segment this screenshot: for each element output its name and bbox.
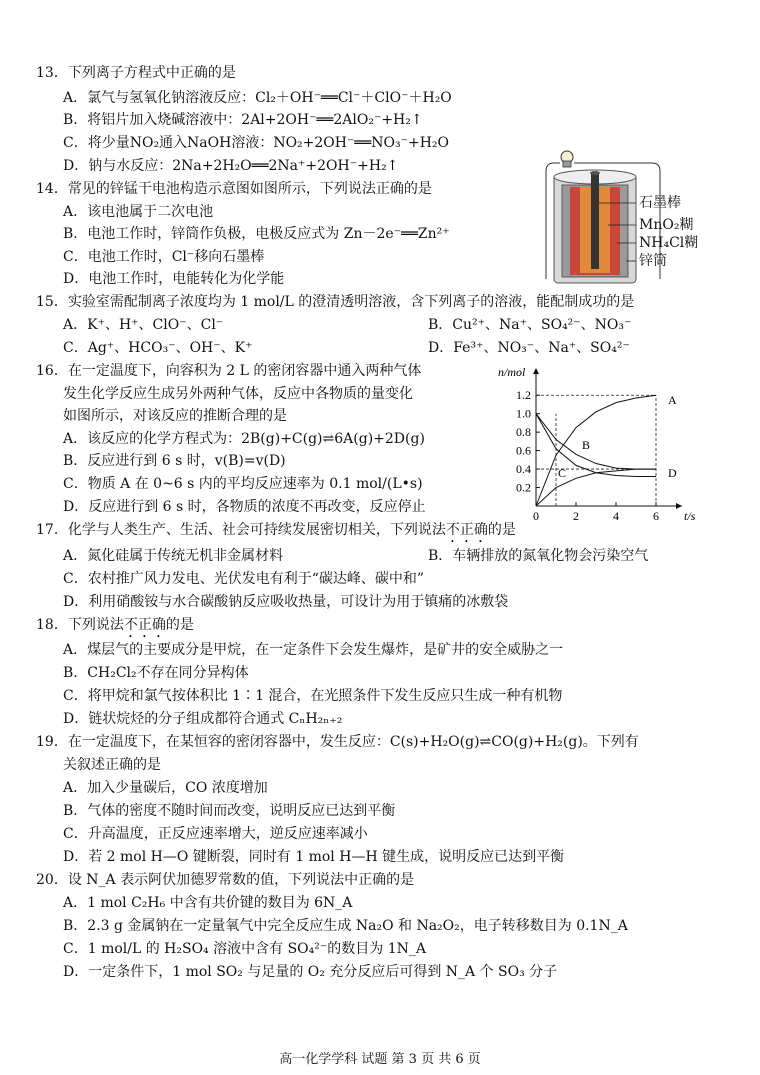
q13-option-a: A．氯气与氢氧化钠溶液反应：Cl₂＋OH⁻══Cl⁻＋ClO⁻＋H₂O — [63, 90, 452, 106]
q20-option-b: B．2.3 g 金属钠在一定量氧气中完全反应生成 Na₂O 和 Na₂O₂，电子转移数目为 0.1N_A — [63, 918, 628, 934]
q17-option-a: A．氮化硅属于传统无机非金属材料 — [63, 548, 284, 564]
q16-option-c: C．物质 A 在 0~6 s 内的平均反应速率为 0.1 mol/(L•s) — [63, 476, 423, 492]
q19-option-a: A．加入少量碳后，CO 浓度增加 — [63, 780, 268, 796]
q19-option-d: D．若 2 mol H—O 键断裂，同时有 1 mol H—H 键生成，说明反应已达到平衡 — [63, 849, 565, 865]
q16-option-b: B．反应进行到 6 s 时，v(B)=v(D) — [63, 453, 286, 469]
q15-option-d: D．Fe³⁺、NO₃⁻、Na⁺、SO₄²⁻ — [428, 340, 630, 356]
q16-stem-line1: 16．在一定温度下，向容积为 2 L 的密闭容器中通入两种气体 — [36, 363, 422, 379]
y-tick-label: 1.2 — [516, 388, 531, 403]
q19-stem-line1: 19．在一定温度下，在某恒容的密闭容器中，发生反应：C(s)+H₂O(g)⇌CO(g)+H₂(g)。下列有 — [36, 734, 639, 750]
y-axis-arrow — [533, 368, 539, 374]
q17-stem-emphasis: 不正确 — [445, 522, 488, 538]
y-tick-label: 0.4 — [516, 462, 531, 477]
q13-option-b: B．将铝片加入烧碱溶液中：2Al+2OH⁻══2AlO₂⁻+H₂↑ — [63, 112, 423, 128]
y-axis-label: n/mol — [498, 365, 526, 379]
q14-option-b: B．电池工作时，锌筒作负极，电极反应式为 Zn－2e⁻══Zn²⁺ — [63, 226, 450, 242]
series-label-A: A — [668, 392, 677, 407]
q19-option-b: B．气体的密度不随时间而改变，说明反应已达到平衡 — [63, 803, 396, 819]
q17-option-d: D．利用硝酸铵与水合碳酸钠反应吸收热量，可设计为用于镇痛的冰敷袋 — [63, 594, 509, 610]
q14-option-c: C．电池工作时，Cl⁻移向石墨棒 — [63, 249, 265, 265]
q18-stem-post: 的是 — [165, 617, 194, 633]
x-tick-label: 6 — [653, 509, 659, 523]
q17-option-c: C．农村推广风力发电、光伏发电有利于“碳达峰、碳中和” — [63, 571, 425, 587]
y-tick-label: 0.6 — [516, 443, 531, 458]
y-tick-label: 0.8 — [516, 425, 531, 440]
q14-stem: 14．常见的锌锰干电池构造示意图如图所示，下列说法正确的是 — [36, 181, 432, 197]
q20-option-a: A．1 mol C₂H₆ 中含有共价键的数目为 6N_A — [63, 895, 353, 911]
x-tick-label: 0 — [533, 509, 539, 523]
y-tick-label: 0.2 — [516, 480, 531, 495]
q13-stem: 13．下列离子方程式中正确的是 — [36, 65, 236, 81]
series-label-D: D — [668, 465, 677, 480]
q20-option-c: C．1 mol/L 的 H₂SO₄ 溶液中含有 SO₄²⁻的数目为 1N_A — [63, 941, 426, 957]
q15-option-a: A．K⁺、H⁺、ClO⁻、Cl⁻ — [63, 317, 224, 333]
q16-stem-line3: 如图所示，对该反应的推断合理的是 — [63, 408, 287, 424]
label-zinc-can: 锌筒 — [639, 253, 667, 269]
q17-stem-pre: 17．化学与人类生产、生活、社会可持续发展密切相关，下列说法 — [36, 522, 446, 538]
y-tick-label: 1.0 — [516, 406, 531, 421]
q13-option-c: C．将少量NO₂通入NaOH溶液：NO₂+2OH⁻══NO₃⁻+H₂O — [63, 135, 450, 151]
x-axis-arrow — [676, 503, 682, 509]
q15-stem: 15．实验室需配制离子浓度均为 1 mol/L 的澄清透明溶液，含下列离子的溶液，能配制成功的是 — [36, 294, 635, 310]
q17-stem-post: 的是 — [487, 522, 516, 538]
q18-stem-pre: 18．下列说法 — [36, 617, 124, 633]
x-tick-label: 2 — [573, 509, 579, 523]
label-graphite-rod: 石墨棒 — [639, 195, 681, 211]
q18-stem-emphasis: 不正确 — [123, 617, 166, 633]
q17-stem — [36, 520, 516, 546]
q16-stem-line2: 发生化学反应生成另外两种气体，反应中各物质的量变化 — [63, 386, 413, 402]
q17-option-b: B．车辆排放的氮氧化物会污染空气 — [428, 548, 649, 564]
label-mno2-paste: MnO₂糊 — [639, 217, 694, 233]
q14-option-d: D．电池工作时，电能转化为化学能 — [63, 271, 285, 287]
q14-option-a: A．该电池属于二次电池 — [63, 204, 214, 220]
q15-option-c: C．Ag⁺、HCO₃⁻、OH⁻、K⁺ — [63, 340, 253, 356]
q16-option-a: A．该反应的化学方程式为：2B(g)+C(g)⇌6A(g)+2D(g) — [63, 431, 425, 447]
series-label-B: B — [582, 438, 591, 453]
q15-option-b: B．Cu²⁺、Na⁺、SO₄²⁻、NO₃⁻ — [428, 317, 632, 333]
series-label-C: C — [558, 465, 567, 480]
q16-chart — [494, 362, 694, 522]
q16-option-d: D．反应进行到 6 s 时，各物质的浓度不再改变，反应停止 — [63, 499, 426, 515]
q13-option-d: D．钠与水反应：2Na+2H₂O══2Na⁺+2OH⁻+H₂↑ — [63, 158, 399, 174]
label-nh4cl-paste: NH₄Cl糊 — [639, 235, 699, 251]
q19-option-c: C．升高温度，正反应速率增大，逆反应速率减小 — [63, 826, 368, 842]
page-footer: 高一化学学科 试题 第 3 页 共 6 页 — [279, 1052, 481, 1067]
q18-option-c: C．将甲烷和氯气按体积比 1∶1 混合，在光照条件下发生反应只生成一种有机物 — [63, 688, 563, 704]
q20-stem: 20．设 N_A 表示阿伏加德罗常数的值，下列说法中正确的是 — [36, 872, 415, 888]
q19-stem-line2: 关叙述正确的是 — [63, 757, 161, 773]
q18-option-d: D．链状烷烃的分子组成都符合通式 CₙH₂ₙ₊₂ — [63, 711, 343, 727]
q18-option-b: B．CH₂Cl₂不存在同分异构体 — [63, 665, 249, 681]
series-line-C — [536, 414, 656, 477]
q18-stem — [36, 615, 194, 641]
x-axis-label: t/s — [684, 509, 696, 523]
q18-option-a: A．煤层气的主要成分是甲烷，在一定条件下会发生爆炸，是矿井的安全威胁之一 — [63, 642, 564, 658]
series-line-D — [536, 469, 656, 506]
q20-option-d: D．一定条件下，1 mol SO₂ 与足量的 O₂ 充分反应后可得到 N_A 个 SO₃ 分子 — [63, 964, 558, 980]
x-tick-label: 4 — [613, 509, 619, 523]
